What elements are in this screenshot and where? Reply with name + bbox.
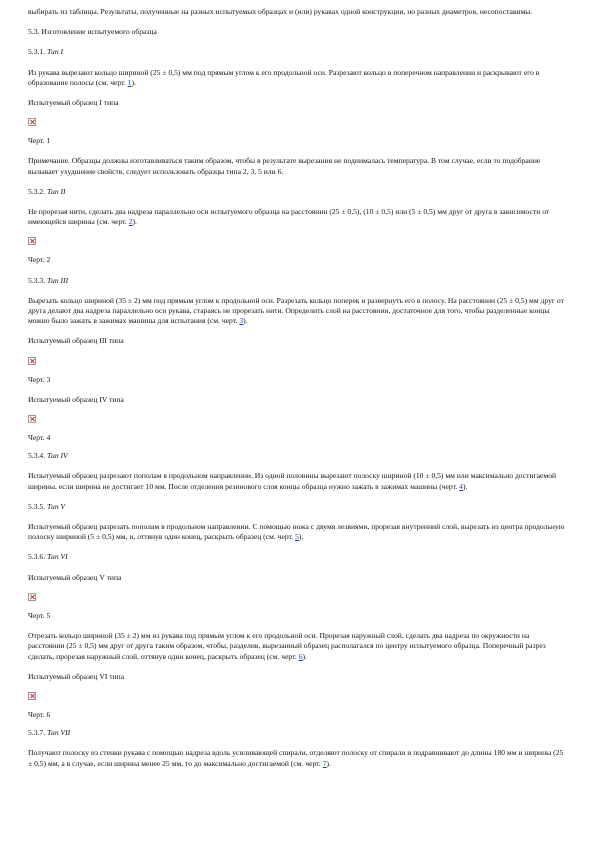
figure-link-2[interactable]: 2 [128,217,133,227]
figure-link-3[interactable]: 3 [239,316,244,326]
figure-caption-type-4: Испытуемый образец IV типа [28,394,124,404]
paragraph-type-6 [28,631,567,662]
broken-image-icon [28,593,36,601]
figure-label-5: Черт. 5 [28,610,51,620]
broken-image-icon [28,237,36,245]
broken-image-icon [28,357,36,365]
figure-caption-type-6: Испытуемый образец VI типа [28,671,125,681]
broken-image-icon [28,415,36,423]
figure-label-4: Черт. 4 [28,433,51,443]
figure-link-5[interactable]: 5 [295,532,299,542]
section-heading-5-3: 5.3. Изготовление испытуемого образца [28,27,157,37]
subsection-heading-5-3-7 [28,728,567,738]
paragraph-text: Получают полоску из стенки рукава с помощью надреза вдоль усиливающей спирали, отделяют полоску от спирали и подравнивают до длины 180 мм и ширины (25 ± 0,5) мм, а в случае, если ширина менее 25 мм, то до максимально достигаемой (см. черт. [28,748,564,768]
figure-label-3: Черт. 3 [28,374,51,384]
subsection-number: 5.3.5. [28,501,47,511]
paragraph-text: Вырезать кольцо шириной (35 ± 2) мм под прямым углом к продольной оси. Разрезать кольцо поперек и развернуть его в полосу. На расстоянии (25 ± 0,5) мм друг от друга делают два надреза параллельно оси рукава, стараясь не прорезать нити. Определить слой на расстоянии, достаточное для того, чтобы разделенные концы можно было зажать в зажимах машины для испытания (см. черт. [28,295,564,326]
subsection-type: Тип III [46,275,69,285]
figure-label-6: Черт. 6 [28,709,51,719]
figure-link-7[interactable]: 7 [322,758,327,768]
figure-link-6[interactable]: 6 [298,651,303,661]
paragraph-text: Испытуемый образец разрезают пополам в продольном направлении. Из одной половины вырезают полоску шириной (10 ± 0,5) мм или максимально достигаемой ширины, если ширина не достигает 10 мм. После отделения резинового слоя концы образца нужно зажать в зажимах машины (черт. [28,471,557,491]
paragraph-text-end: ). [298,532,304,542]
figure-label-2: Черт. 2 [28,255,51,265]
paragraph-text-end: ). [131,77,136,87]
subsection-number: 5.3.1. [28,47,47,57]
paragraph-text-end: ). [132,217,137,227]
subsection-number: 5.3.3. [28,275,47,285]
figure-link-4[interactable]: 4 [459,481,463,491]
paragraph-text: Отрезать кольцо шириной (35 ± 2) мм из рукава под прямым углом к его продольной оси. Прорезая наружный слой, сделать два надреза по окружности на расстоянии (25 ± 0,5) мм друг от друга таким образом, чтобы, разделив, вырезанный образец располагался по центру испытуемого образца. Поперечный разрез сделать, прорезая наружный слой, оттянув один конец, раскрыть образец (см. черт. [28,631,546,661]
subsection-heading-5-3-6 [28,552,567,562]
paragraph-type-5 [28,522,567,542]
subsection-number: 5.3.2. [28,186,47,196]
intro-paragraph: выбирать из таблицы. Результаты, полученные на разных испытуемых образцах и (или) рукавах одной конструкции, но разных диаметров, несопоставимы. [28,7,533,16]
figure-link-1[interactable]: 1 [127,77,132,87]
subsection-type: Тип I [46,47,64,57]
subsection-type: Тип VI [46,552,68,562]
paragraph-type-2 [28,207,567,227]
subsection-type: Тип II [46,186,66,196]
subsection-heading-5-3-5 [28,502,567,512]
broken-image-icon [28,692,36,700]
subsection-type: Тип V [46,501,66,511]
subsection-type: Тип IV [46,451,68,461]
paragraph-text-end: ). [462,481,468,491]
paragraph-text: Из рукава вырезают кольцо шириной (25 ± 0,5) мм под прямым углом к его продольной оси. Разрезают кольцо в поперечном направлении и раскрывают его в образование полосы (см. черт. [28,67,540,87]
paragraph-type-1 [28,68,567,88]
paragraph-text-end: ). [326,758,331,768]
subsection-type: Тип VII [46,728,71,738]
paragraph-type-7 [28,748,567,768]
figure-caption-type-1: Испытуемый образец I типа [28,98,119,108]
note-paragraph: Примечание. Образцы должны изготавливаться таким образом, чтобы в результате вырезания не поднималась температура. В том случае, если то подобрание вызывает ухудшение свойств, следует использовать образцы типа 2, 3, 5 или 6. [28,156,541,176]
paragraph-type-4 [28,471,567,491]
paragraph-text: Испытуемый образец разрезать пополам в продольном направлении. С помощью ножа с двумя лезвиями, прорезая внутренний слой, вырезать из центра продольную полоску шириной (5 ± 0,5) мм, и, оттянув один конец, раскрыть образец (см. черт. [28,522,565,542]
broken-image-icon [28,118,36,126]
subsection-number: 5.3.6. [28,552,47,562]
paragraph-text-end: ). [302,651,307,661]
paragraph-type-3 [28,296,567,327]
figure-caption-type-5: Испытуемый образец V типа [28,572,122,582]
subsection-number: 5.3.4. [28,451,47,461]
paragraph-text: Не прорезая нити, сделать два надреза параллельно оси испытуемого образца на расстоянии (25 ± 0,5), (10 ± 0,5) или (5 ± 0,5) мм друг от друга в зависимости от имеющейся ширины (см. черт. [28,207,550,227]
subsection-number: 5.3.7. [28,728,47,738]
figure-caption-type-3: Испытуемый образец III типа [28,336,124,346]
subsection-heading-5-3-3 [28,276,567,286]
subsection-heading-5-3-1 [28,47,567,57]
subsection-heading-5-3-2 [28,187,567,197]
figure-label-1: Черт. 1 [28,136,51,146]
paragraph-text-end: ). [243,316,248,326]
subsection-heading-5-3-4 [28,451,567,461]
